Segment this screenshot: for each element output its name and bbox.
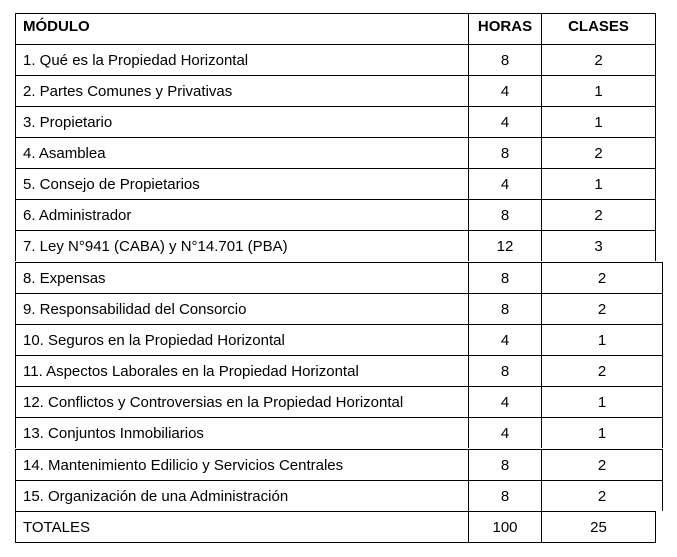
table-bottom-border [15, 542, 656, 543]
table-row [15, 386, 663, 417]
modulo-cell: 12. Conflictos y Controversias en la Propiedad Horizontal [15, 387, 468, 417]
horas-cell: 4 [468, 387, 541, 417]
totals-horas: 100 [468, 512, 541, 542]
modulo-cell: 11. Aspectos Laborales en la Propiedad Horizontal [15, 356, 468, 386]
horas-cell: 4 [468, 107, 541, 137]
modulo-cell: 9. Responsabilidad del Consorcio [15, 294, 468, 324]
horas-cell: 8 [468, 450, 541, 480]
table-row [15, 168, 656, 199]
modulo-cell: 4. Asamblea [15, 138, 468, 168]
header-modulo: MÓDULO [15, 14, 468, 44]
totals-clases: 25 [541, 512, 656, 542]
clases-cell: 1 [541, 387, 663, 417]
horas-cell: 4 [468, 76, 541, 106]
modulo-cell: 2. Partes Comunes y Privativas [15, 76, 468, 106]
totals-label: TOTALES [15, 512, 468, 542]
modulo-cell: 8. Expensas [15, 263, 468, 293]
table-row [15, 293, 663, 324]
table-row [15, 44, 656, 75]
horas-cell: 8 [468, 45, 541, 75]
table-row [15, 75, 656, 106]
clases-cell: 1 [541, 107, 656, 137]
horas-cell: 8 [468, 356, 541, 386]
clases-cell: 1 [541, 76, 656, 106]
clases-cell: 2 [541, 138, 656, 168]
table-row [15, 449, 663, 480]
table-row [15, 106, 656, 137]
totals-row [15, 511, 656, 542]
modulo-cell: 7. Ley N°941 (CABA) y N°14.701 (PBA) [15, 231, 468, 261]
modulo-cell: 14. Mantenimiento Edilicio y Servicios Centrales [15, 450, 468, 480]
table-row [15, 324, 663, 355]
table-row [15, 480, 663, 511]
table-row [15, 137, 656, 168]
table-row [15, 230, 656, 261]
horas-cell: 8 [468, 294, 541, 324]
header-horas: HORAS [468, 14, 541, 44]
clases-cell: 1 [541, 169, 656, 199]
clases-cell: 1 [541, 325, 663, 355]
horas-cell: 8 [468, 138, 541, 168]
table-row [15, 262, 663, 293]
clases-cell: 2 [541, 450, 663, 480]
modulo-cell: 5. Consejo de Propietarios [15, 169, 468, 199]
horas-cell: 4 [468, 169, 541, 199]
horas-cell: 4 [468, 418, 541, 448]
horas-cell: 8 [468, 263, 541, 293]
table-row [15, 199, 656, 230]
horas-cell: 8 [468, 200, 541, 230]
clases-cell: 2 [541, 294, 663, 324]
modulo-cell: 1. Qué es la Propiedad Horizontal [15, 45, 468, 75]
table-row [15, 417, 663, 448]
clases-cell: 2 [541, 200, 656, 230]
clases-cell: 1 [541, 418, 663, 448]
clases-cell: 2 [541, 263, 663, 293]
horas-cell: 12 [468, 231, 541, 261]
clases-cell: 2 [541, 45, 656, 75]
header-clases: CLASES [541, 14, 656, 44]
clases-cell: 2 [541, 481, 663, 511]
clases-cell: 3 [541, 231, 656, 261]
table-row [15, 355, 663, 386]
horas-cell: 4 [468, 325, 541, 355]
clases-cell: 2 [541, 356, 663, 386]
header-row [15, 13, 656, 44]
modulo-cell: 10. Seguros en la Propiedad Horizontal [15, 325, 468, 355]
modulo-cell: 15. Organización de una Administración [15, 481, 468, 511]
modulo-cell: 13. Conjuntos Inmobiliarios [15, 418, 468, 448]
horas-cell: 8 [468, 481, 541, 511]
modulo-cell: 6. Administrador [15, 200, 468, 230]
modulo-cell: 3. Propietario [15, 107, 468, 137]
